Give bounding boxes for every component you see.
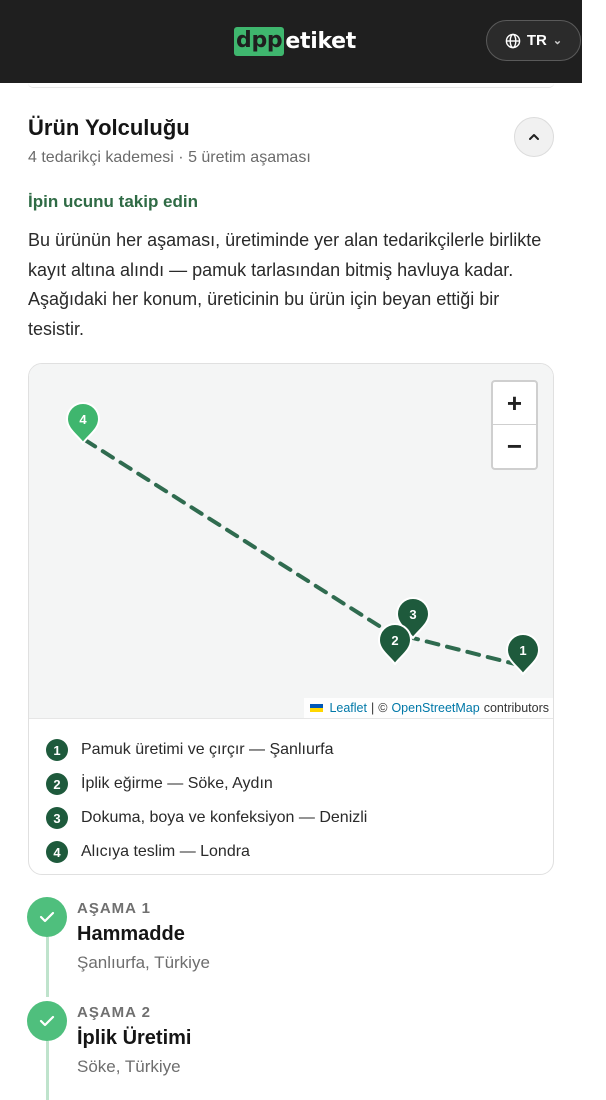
supply-map-card: [28, 363, 554, 875]
stage-location: Söke, Türkiye: [77, 1057, 181, 1076]
chevron-up-icon: [527, 132, 541, 142]
map-marker-2-label: 2: [391, 633, 399, 648]
map-marker-4-label: 4: [79, 412, 87, 427]
stage-title: İplik Üretimi: [77, 1027, 192, 1049]
stage-location: Şanlıurfa, Türkiye: [77, 953, 210, 972]
copyright-symbol: ©: [378, 701, 388, 715]
chevron-down-icon: ⌄: [552, 35, 563, 47]
map-canvas[interactable]: [29, 364, 554, 718]
logo-highlight: dpp: [234, 27, 284, 56]
stage-complete-marker: [27, 1001, 67, 1041]
map-marker-1[interactable]: [507, 634, 539, 674]
zoom-out-button[interactable]: −: [506, 431, 523, 461]
legend-item: [46, 733, 554, 767]
globe-icon: [505, 33, 521, 49]
zoom-in-button[interactable]: +: [493, 382, 536, 425]
ukraine-flag-icon: [310, 704, 323, 712]
legend-item: [46, 767, 554, 801]
checkmark-icon: [39, 1015, 55, 1027]
section-title: Ürün Yolculuğu: [28, 115, 190, 140]
legend-item: [46, 801, 554, 835]
timeline-connector: [46, 937, 49, 997]
language-selector[interactable]: [486, 20, 581, 61]
legend-label: Alıcıya teslim — Londra: [81, 843, 250, 860]
logo-text: etiket: [285, 28, 357, 54]
legend-item: [46, 835, 554, 869]
language-code: TR: [526, 32, 547, 49]
map-route-layer: [29, 364, 554, 718]
osm-link[interactable]: OpenStreetMap: [391, 701, 480, 715]
section-subtitle: 4 tedarikçi kademesi · 5 üretim aşaması: [28, 149, 311, 166]
timeline-connector: [46, 1041, 49, 1100]
top-bar: [0, 0, 582, 83]
collapse-button[interactable]: [514, 117, 554, 157]
attribution-separator: |: [370, 701, 375, 715]
legend-number-badge: 1: [46, 739, 68, 761]
checkmark-icon: [39, 911, 55, 923]
map-attribution: [304, 698, 554, 718]
zoom-control: [491, 380, 538, 470]
legend-number-badge: 3: [46, 807, 68, 829]
map-marker-1-label: 1: [519, 643, 527, 658]
legend-label: Dokuma, boya ve konfeksiyon — Denizli: [81, 809, 368, 826]
leaflet-link[interactable]: Leaflet: [329, 701, 367, 715]
brand-logo[interactable]: [234, 25, 356, 57]
map-marker-2[interactable]: [379, 624, 411, 664]
stage-title: Hammadde: [77, 923, 185, 945]
stage-number: AŞAMA 2: [77, 1004, 151, 1021]
legend-label: İplik eğirme — Söke, Aydın: [81, 775, 273, 792]
stage-number: AŞAMA 1: [77, 900, 151, 917]
stage-complete-marker: [27, 897, 67, 937]
card-top-edge: [28, 83, 554, 88]
section-eyebrow: İpin ucunu takip edin: [28, 192, 198, 211]
attribution-contributors: contributors: [483, 701, 549, 715]
route-line: [85, 440, 523, 666]
legend-number-badge: 2: [46, 773, 68, 795]
map-marker-4[interactable]: [67, 403, 99, 443]
map-marker-3-label: 3: [409, 607, 417, 622]
map-legend: [29, 718, 554, 875]
intro-text: Bu ürünün her aşaması, üretiminde yer alan tedarikçilerle birlikte kayıt altına alındı — pamuk tarlasından bitmiş havluya kadar. Aşağıdaki her konum, üreticinin bu ürün için beyan ettiği bir tesistir.: [28, 230, 542, 339]
legend-number-badge: 4: [46, 841, 68, 863]
legend-label: Pamuk üretimi ve çırçır — Şanlıurfa: [81, 741, 334, 758]
